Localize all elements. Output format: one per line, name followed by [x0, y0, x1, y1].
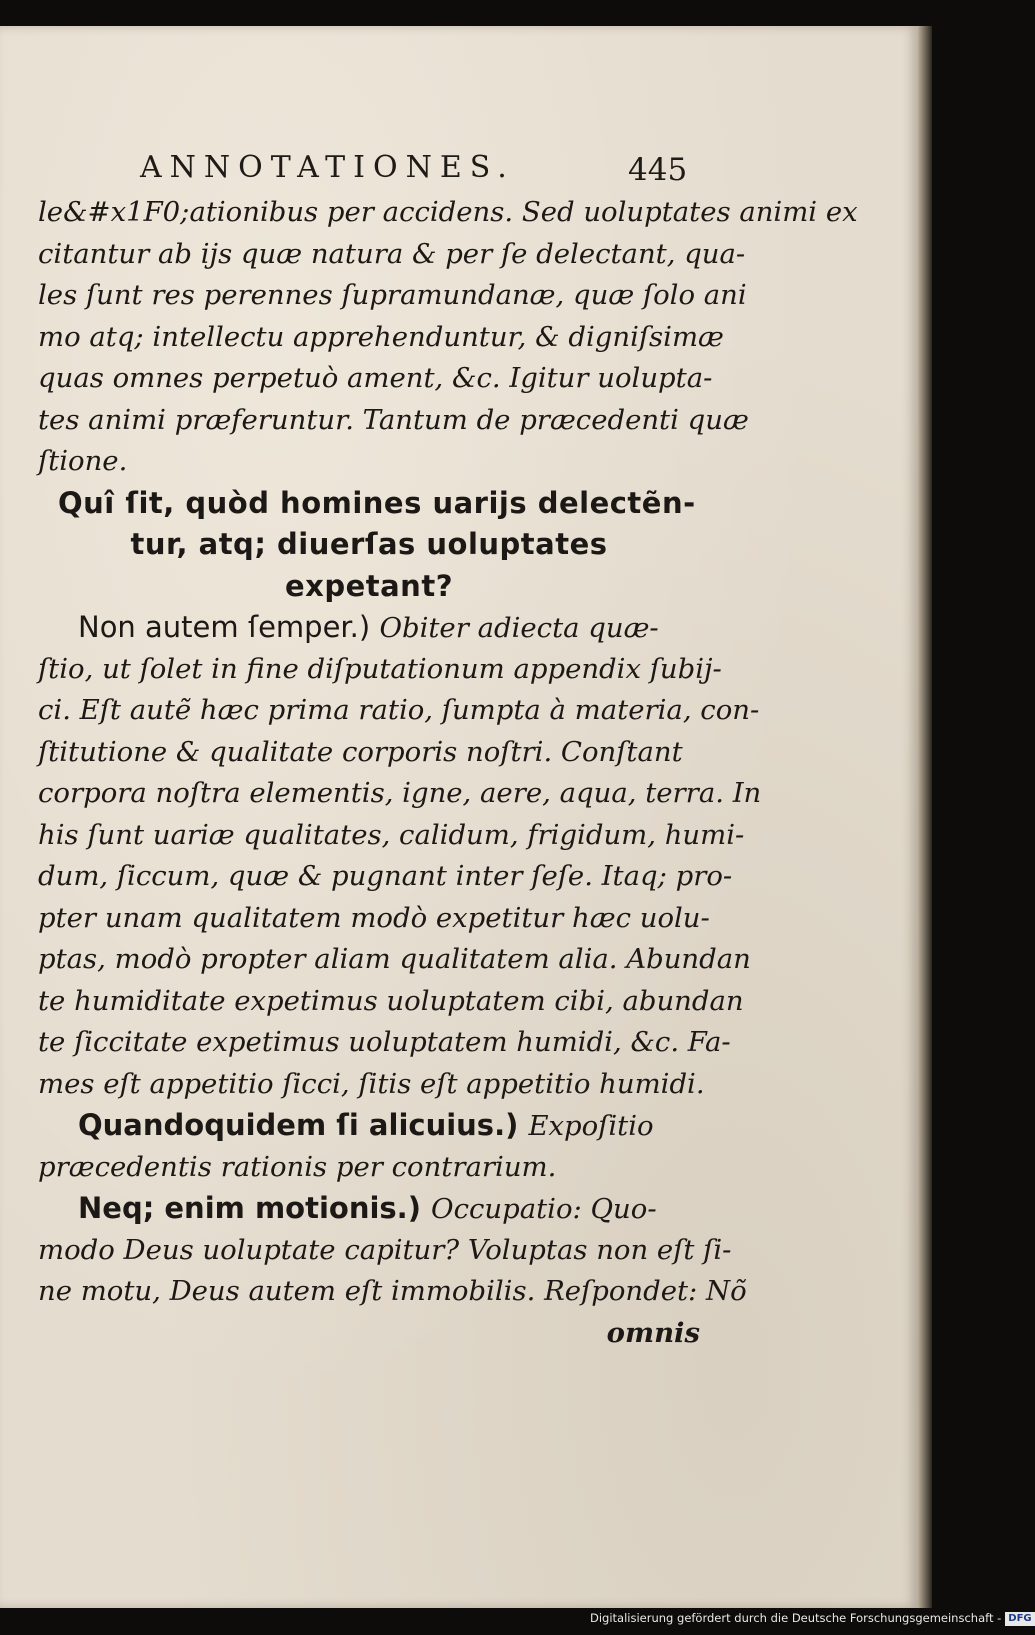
commentary-text: ci. Eſt autẽ hæc prima ratio, ſumpta à materia, con- — [38, 694, 760, 726]
text-line — [38, 856, 733, 898]
dfg-logo: DFG — [1005, 1612, 1034, 1626]
text-line — [38, 234, 746, 276]
lemma-phrase: Non autem ſemper.) — [78, 610, 380, 644]
page-number: 445 — [628, 152, 688, 188]
text-block — [38, 192, 858, 1354]
text-line — [38, 815, 745, 857]
page-edge-shadow — [918, 26, 932, 1608]
section-heading-line: expetant? — [284, 568, 454, 603]
commentary-text: mes eſt appetitio ſicci, ſitis eſt appetitio humidi. — [38, 1067, 705, 1100]
text-line — [38, 358, 713, 400]
text-line — [38, 607, 700, 649]
section-heading-line: tur, atq; diuerſas uoluptates — [130, 527, 608, 561]
text-line — [38, 275, 747, 317]
commentary-text: pter unam qualitatem modò expetitur hæc uolu- — [38, 901, 710, 934]
running-title: ANNOTATIONES. — [140, 150, 515, 185]
credit-text: Digitalisierung gefördert durch die Deutsche Forschungsgemeinschaft - — [590, 1611, 1002, 1625]
text-line — [38, 732, 700, 774]
text-line — [38, 1022, 731, 1064]
commentary-text: te ſiccitate expetimus uoluptatem humidi, &c. Fa- — [38, 1026, 731, 1058]
commentary-text: Expoſitio — [528, 1110, 654, 1142]
commentary-text: ſtitutione & qualitate corporis noſtri. Conſtant — [38, 735, 683, 768]
text-line — [38, 192, 858, 234]
digitization-credit — [590, 1611, 1032, 1631]
commentary-text: ſtione. — [38, 445, 128, 477]
commentary-text: quas omnes perpetuò ament, &c. Igitur uolupta- — [38, 362, 713, 394]
commentary-text: tes animi præferuntur. Tantum de præcedenti quæ — [38, 403, 749, 436]
commentary-text: citantur ab ijs quæ natura & per ſe delectant, qua- — [38, 237, 746, 270]
text-line — [38, 400, 749, 442]
catchword: omnis — [606, 1316, 700, 1349]
text-line — [38, 1147, 700, 1189]
running-head — [0, 150, 918, 190]
text-line — [38, 1105, 700, 1147]
text-line — [38, 1188, 700, 1230]
commentary-text: mo atq; intellectu apprehenduntur, & digniſsimæ — [38, 320, 724, 353]
text-line — [38, 773, 762, 815]
text-line — [38, 441, 700, 483]
commentary-text: les ſunt res perennes ſupramundanæ, quæ ſolo ani — [38, 279, 747, 311]
commentary-text: dum, ſiccum, quæ & pugnant inter ſeſe. Itaq; pro- — [38, 860, 733, 892]
commentary-text: Occupatio: Quo- — [431, 1193, 657, 1225]
text-line — [38, 898, 710, 940]
lemma-phrase: Neq; enim motionis.) — [78, 1191, 432, 1225]
commentary-text: le&#x1F0;ationibus per accidens. Sed uoluptates animi ex — [38, 196, 858, 228]
text-line — [38, 1271, 747, 1313]
commentary-text: modo Deus uoluptate capitur? Voluptas non eſt ſi- — [38, 1233, 732, 1266]
commentary-text: his ſunt uariæ qualitates, calidum, frigidum, humi- — [38, 818, 745, 851]
commentary-text: ne motu, Deus autem eſt immobilis. Reſpondet: Nõ — [38, 1275, 747, 1307]
lemma-phrase: Quandoquidem ſi alicuius.) — [78, 1108, 529, 1142]
commentary-text: corpora noſtra elementis, igne, aere, aqua, terra. In — [38, 777, 762, 809]
commentary-text: ptas, modò propter aliam qualitatem alia. Abundan — [38, 943, 751, 975]
commentary-text: te humiditate expetimus uoluptatem cibi, abundan — [38, 984, 744, 1017]
text-line — [38, 981, 744, 1023]
text-line — [38, 649, 722, 691]
text-line — [38, 939, 751, 981]
text-line — [38, 1230, 732, 1272]
commentary-text: ſtio, ut ſolet in fine diſputationum appendix ſubij- — [38, 652, 722, 685]
text-line — [38, 317, 724, 359]
text-line — [38, 1064, 705, 1106]
section-heading-line: Quî ſit, quòd homines uarijs delectẽn- — [58, 485, 696, 520]
commentary-text: præcedentis rationis per contrarium. — [38, 1150, 557, 1183]
commentary-text: Obiter adiecta quæ- — [379, 612, 659, 644]
text-line — [38, 690, 760, 732]
